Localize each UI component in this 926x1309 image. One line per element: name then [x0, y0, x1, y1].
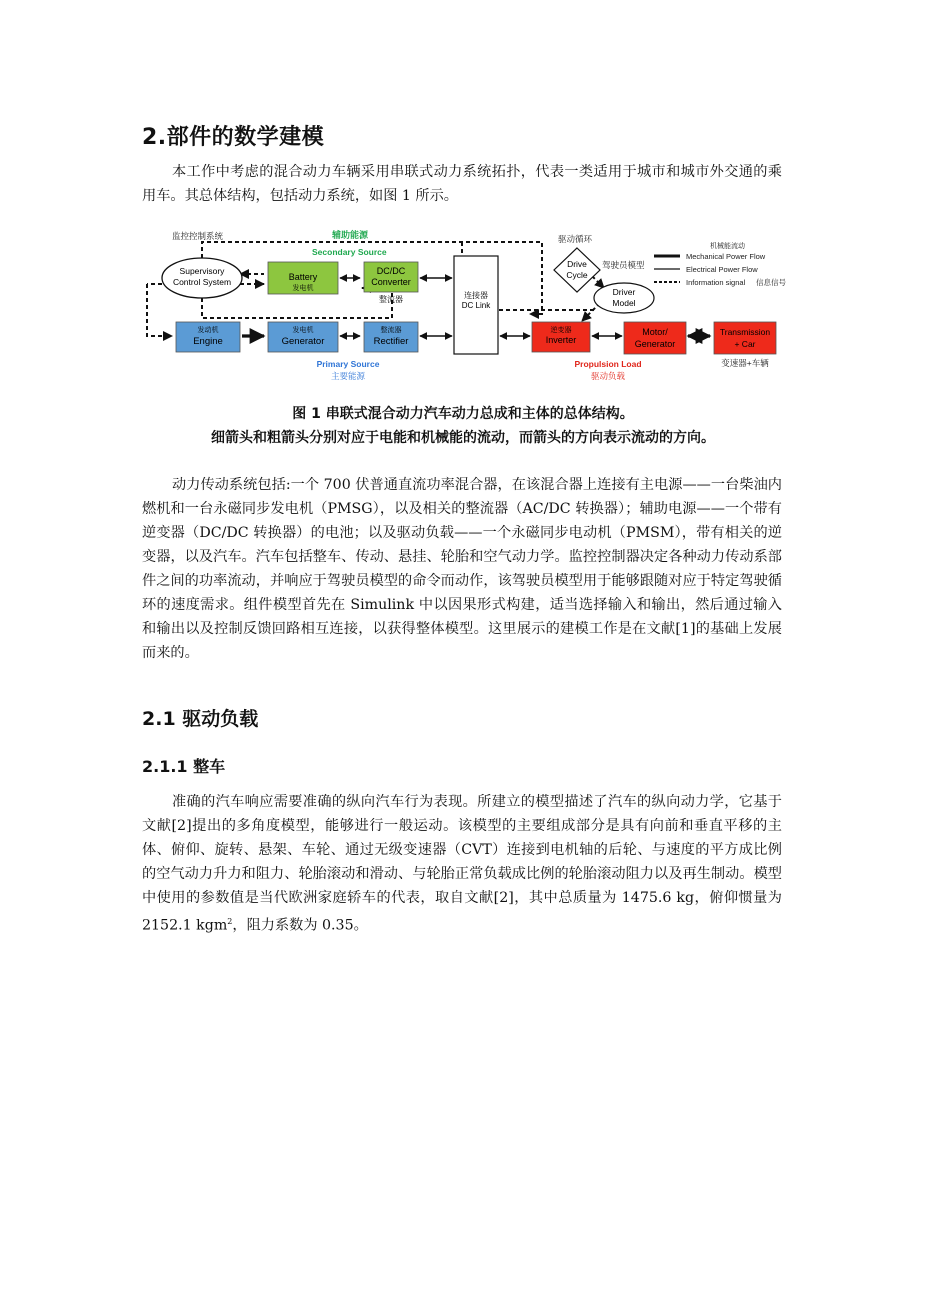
svg-text:Motor/: Motor/ [642, 327, 668, 337]
primary-en-label: Primary Source [316, 359, 380, 369]
supervisory-cn-label: 监控控制系统 [172, 231, 224, 241]
driver-model-node [594, 283, 654, 313]
svg-text:整流器: 整流器 [380, 327, 402, 334]
drive-cycle-node [554, 248, 600, 292]
svg-text:机械能流动: 机械能流动 [710, 243, 745, 250]
figure-caption-line-2: 细箭头和粗箭头分别对应于电能和机械能的流动，而箭头的方向表示流动的方向。 [211, 430, 715, 446]
svg-text:发电机: 发电机 [292, 285, 314, 292]
secondary-en-label: Secondary Source [312, 247, 387, 257]
svg-text:整流器: 整流器 [379, 295, 403, 304]
svg-text:Inverter: Inverter [545, 335, 577, 345]
subsubsection-title: 2.1.1 整车 [142, 757, 226, 776]
svg-text:+ Car: + Car [734, 339, 756, 349]
svg-text:Control System: Control System [172, 277, 232, 287]
svg-text:Generator: Generator [281, 336, 325, 347]
engine-box [176, 322, 240, 352]
legend [654, 241, 786, 287]
svg-text:Electrical Power Flow: Electrical Power Flow [686, 265, 758, 274]
generator-box [268, 322, 338, 352]
svg-text:发电机: 发电机 [292, 327, 314, 334]
vehicle-paragraph-end: ，阻力系数为 0.35。 [232, 917, 368, 934]
supervisory-control-system-node [162, 258, 242, 298]
svg-text:变速器+车辆: 变速器+车辆 [721, 358, 769, 368]
vehicle-paragraph-main: 准确的汽车响应需要准确的纵向汽车行为表现。所建立的模型描述了汽车的纵向动力学，它基于文献[2]提出的多角度模型，能够进行一般运动。该模型的主要组成部分是具有向前和垂直平移的主体、俯仰、旋转、悬架、车轮、通过无级变速器（CVT）连接到电机轴的后轮、与速度的平方成比例的空气动力升力和阻力、轮胎滚动和滑动、与轮胎正常负载成比例的轮胎滚动阻力以及再生制动。模型中使用的参数值是当代欧洲家庭轿车的代表，取自文献[2]，其中总质量为 1475.6 kg，俯仰惯量为 2152.1 kgm [142, 794, 782, 934]
figure-1-diagram [142, 226, 792, 386]
svg-text:发动机: 发动机 [197, 327, 219, 334]
svg-text:信息信号: 信息信号 [756, 278, 786, 287]
powertrain-paragraph: 动力传动系统包括:一个 700 伏普通直流功率混合器，在该混合器上连接有主电源——一台柴油内燃机和一台永磁同步发电机（PMSG），以及相关的整流器（AC/DC 转换器）；辅助电源——一个带有逆变器（DC/DC 转换器）的电池；以及驱动负载——一个永磁同步电动机（PMSM），带有相关的逆变器，以及汽车。汽车包括整车、传动、悬挂、轮胎和空气动力学。监控控制器决定各种动力传动系部件之间的功率流动，并响应于驾驶员模型的命令而动作，该驾驶员模型用于能够跟随对应于特定驾驶循环的速度需求。组件模型首先在 Simulink 中以因果形式构建，适当选择输入和输出，然后通过输入和输出以及控制反馈回路相互连接，以获得整体模型。这里展示的建模工作是在文献[1]的基础上发展而来的。 [142, 477, 782, 661]
transmission-car-box [714, 322, 776, 368]
battery-box [268, 262, 338, 294]
svg-text:Generator: Generator [634, 339, 676, 349]
svg-text:连接器: 连接器 [464, 291, 488, 300]
svg-text:Cycle: Cycle [566, 270, 588, 280]
secondary-cn-label: 辅助能源 [332, 230, 369, 240]
primary-cn-label: 主要能源 [330, 371, 366, 381]
svg-text:DC/DC: DC/DC [376, 266, 406, 276]
drive-cycle-cn-label: 驱动循环 [558, 234, 593, 244]
motor-generator-box [624, 322, 686, 354]
svg-text:Battery: Battery [288, 272, 318, 282]
rectifier-box [364, 322, 418, 352]
dc-link-box [454, 256, 498, 354]
figure-caption-line-1: 图 1 串联式混合动力汽车动力总成和主体的总体结构。 [292, 406, 634, 422]
driver-model-cn-label: 驾驶员模型 [602, 260, 645, 270]
svg-text:Information signal: Information signal [686, 278, 746, 287]
inverter-box [532, 322, 590, 352]
svg-text:Engine: Engine [193, 336, 223, 347]
svg-text:Supervisory: Supervisory [179, 266, 225, 276]
svg-text:DC Link: DC Link [461, 301, 491, 310]
intro-paragraph: 本工作中考虑的混合动力车辆采用串联式动力系统拓扑，代表一类适用于城市和城市外交通的乘用车。其总体结构，包括动力系统，如图 1 所示。 [142, 164, 782, 204]
svg-text:Mechanical Power Flow: Mechanical Power Flow [686, 252, 766, 261]
svg-text:Model: Model [612, 298, 636, 308]
svg-text:Transmission: Transmission [719, 327, 771, 337]
section-title: 2.部件的数学建模 [142, 125, 325, 150]
vehicle-paragraph [142, 790, 782, 938]
svg-text:Driver: Driver [612, 287, 636, 297]
propulsion-en-label: Propulsion Load [574, 359, 642, 369]
dcdc-converter-box [364, 262, 418, 304]
propulsion-cn-label: 驱动负载 [590, 371, 626, 381]
svg-text:逆变器: 逆变器 [550, 327, 572, 334]
subsection-title: 2.1 驱动负载 [142, 708, 259, 730]
superscript-two: 2 [227, 917, 233, 926]
svg-text:Rectifier: Rectifier [373, 336, 409, 347]
svg-text:Drive: Drive [567, 259, 587, 269]
svg-text:Converter: Converter [371, 277, 411, 287]
